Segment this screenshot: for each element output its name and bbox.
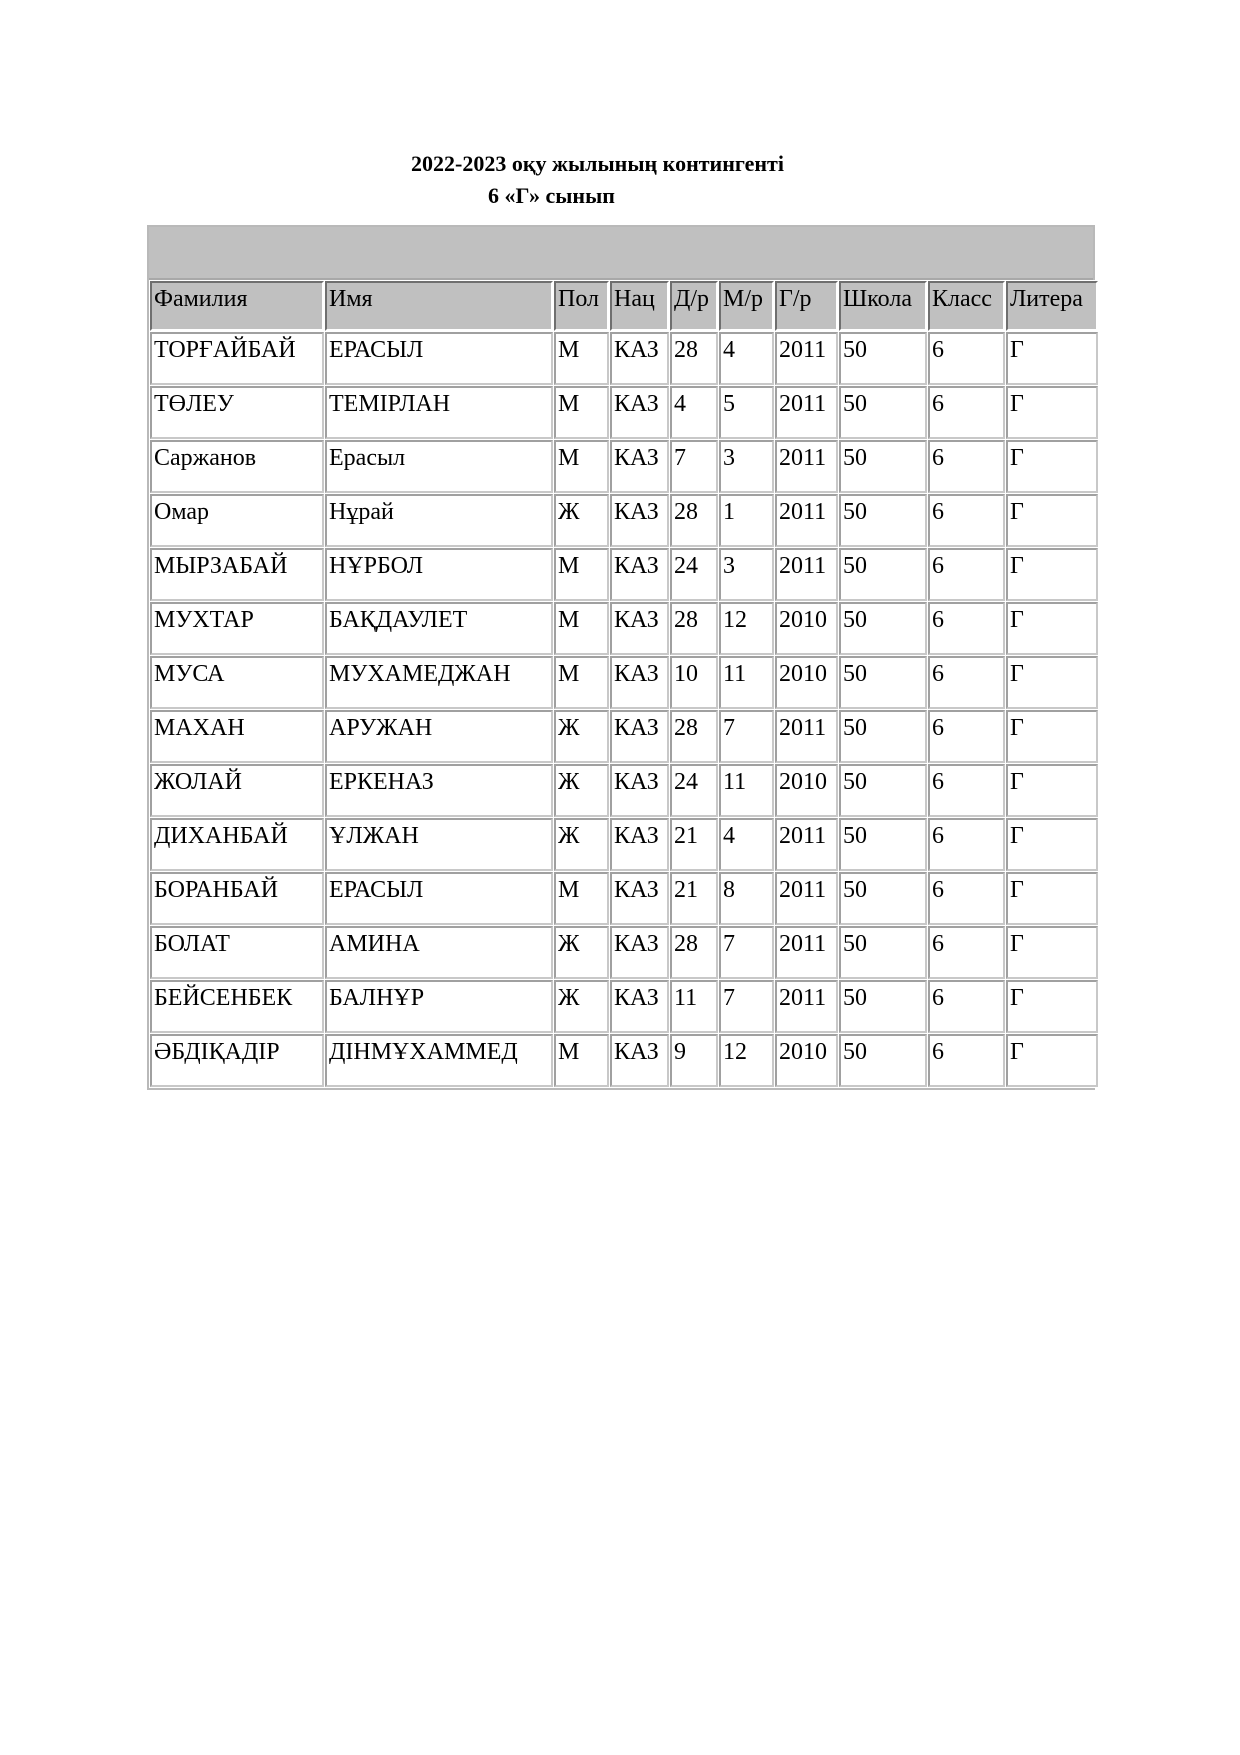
cell-name: АРУЖАН [325,710,553,763]
cell-letter: Г [1006,872,1098,925]
cell-birth-year: 2010 [775,764,838,817]
table-banner [149,227,1093,280]
cell-school: 50 [839,710,927,763]
cell-birth-day: 21 [670,818,718,871]
cell-gender: Ж [554,764,609,817]
cell-birth-year: 2010 [775,602,838,655]
cell-grade: 6 [928,548,1005,601]
cell-school: 50 [839,872,927,925]
cell-nationality: КАЗ [610,656,669,709]
table-row [150,764,1098,817]
cell-school: 50 [839,926,927,979]
cell-grade: 6 [928,494,1005,547]
cell-birth-day: 4 [670,386,718,439]
cell-surname: ЖОЛАЙ [150,764,324,817]
cell-surname: Саржанов [150,440,324,493]
cell-birth-year: 2011 [775,980,838,1033]
cell-surname: ТОРҒАЙБАЙ [150,332,324,385]
title-academic-year: 2022-2023 оқу жылының контингенті [411,151,784,176]
cell-surname: МАХАН [150,710,324,763]
cell-surname: ӘБДІҚАДІР [150,1034,324,1087]
cell-birth-day: 28 [670,332,718,385]
header-birth-month: М/р [719,281,774,331]
cell-birth-month: 7 [719,710,774,763]
cell-nationality: КАЗ [610,818,669,871]
cell-surname: МУСА [150,656,324,709]
cell-gender: М [554,440,609,493]
header-name: Имя [325,281,553,331]
cell-nationality: КАЗ [610,332,669,385]
cell-birth-day: 10 [670,656,718,709]
cell-nationality: КАЗ [610,602,669,655]
roster-grid [149,280,1099,1088]
cell-gender: Ж [554,980,609,1033]
cell-letter: Г [1006,332,1098,385]
header-school: Школа [839,281,927,331]
cell-nationality: КАЗ [610,872,669,925]
header-gender: Пол [554,281,609,331]
cell-gender: Ж [554,818,609,871]
cell-school: 50 [839,1034,927,1087]
cell-nationality: КАЗ [610,440,669,493]
cell-birth-month: 12 [719,1034,774,1087]
cell-grade: 6 [928,980,1005,1033]
cell-name: БАЛНҰР [325,980,553,1033]
cell-birth-day: 28 [670,926,718,979]
cell-name: ДІНМҰХАММЕД [325,1034,553,1087]
table-row [150,548,1098,601]
cell-letter: Г [1006,710,1098,763]
cell-nationality: КАЗ [610,764,669,817]
cell-surname: БОРАНБАЙ [150,872,324,925]
document-title [0,148,1240,212]
cell-birth-year: 2010 [775,656,838,709]
cell-letter: Г [1006,926,1098,979]
cell-nationality: КАЗ [610,980,669,1033]
table-row [150,818,1098,871]
cell-school: 50 [839,818,927,871]
cell-nationality: КАЗ [610,1034,669,1087]
cell-surname: Омар [150,494,324,547]
cell-name: НҰРБОЛ [325,548,553,601]
cell-name: МУХАМЕДЖАН [325,656,553,709]
cell-gender: М [554,602,609,655]
cell-surname: БЕЙСЕНБЕК [150,980,324,1033]
cell-letter: Г [1006,548,1098,601]
cell-birth-day: 11 [670,980,718,1033]
cell-school: 50 [839,332,927,385]
cell-birth-month: 5 [719,386,774,439]
cell-birth-year: 2011 [775,332,838,385]
header-grade: Класс [928,281,1005,331]
table-row [150,710,1098,763]
cell-surname: МЫРЗАБАЙ [150,548,324,601]
cell-nationality: КАЗ [610,710,669,763]
cell-letter: Г [1006,494,1098,547]
cell-birth-month: 4 [719,818,774,871]
cell-nationality: КАЗ [610,548,669,601]
cell-birth-year: 2011 [775,494,838,547]
cell-gender: М [554,332,609,385]
cell-nationality: КАЗ [610,494,669,547]
cell-surname: ДИХАНБАЙ [150,818,324,871]
cell-letter: Г [1006,764,1098,817]
cell-surname: БОЛАТ [150,926,324,979]
cell-birth-year: 2011 [775,548,838,601]
cell-birth-year: 2011 [775,386,838,439]
cell-grade: 6 [928,872,1005,925]
cell-gender: М [554,656,609,709]
cell-letter: Г [1006,818,1098,871]
cell-letter: Г [1006,602,1098,655]
cell-birth-day: 21 [670,872,718,925]
cell-name: ҰЛЖАН [325,818,553,871]
cell-birth-month: 4 [719,332,774,385]
cell-birth-month: 11 [719,764,774,817]
cell-birth-month: 12 [719,602,774,655]
cell-name: Нұрай [325,494,553,547]
table-row [150,602,1098,655]
cell-birth-month: 3 [719,440,774,493]
cell-name: ЕРКЕНАЗ [325,764,553,817]
cell-school: 50 [839,548,927,601]
cell-grade: 6 [928,926,1005,979]
cell-birth-day: 28 [670,710,718,763]
cell-birth-year: 2011 [775,710,838,763]
cell-gender: Ж [554,494,609,547]
cell-birth-month: 11 [719,656,774,709]
header-birth-day: Д/р [670,281,718,331]
cell-birth-year: 2011 [775,872,838,925]
cell-letter: Г [1006,386,1098,439]
cell-gender: М [554,1034,609,1087]
cell-birth-month: 7 [719,980,774,1033]
cell-birth-year: 2011 [775,440,838,493]
cell-name: ТЕМІРЛАН [325,386,553,439]
student-roster-table [147,225,1095,1090]
cell-school: 50 [839,656,927,709]
cell-school: 50 [839,980,927,1033]
table-row [150,1034,1098,1087]
cell-grade: 6 [928,818,1005,871]
cell-birth-day: 9 [670,1034,718,1087]
cell-birth-day: 24 [670,764,718,817]
cell-school: 50 [839,494,927,547]
cell-grade: 6 [928,656,1005,709]
cell-name: АМИНА [325,926,553,979]
cell-grade: 6 [928,440,1005,493]
cell-nationality: КАЗ [610,386,669,439]
header-nationality: Нац [610,281,669,331]
header-surname: Фамилия [150,281,324,331]
cell-gender: М [554,548,609,601]
cell-name: ЕРАСЫЛ [325,872,553,925]
cell-grade: 6 [928,764,1005,817]
header-birth-year: Г/р [775,281,838,331]
cell-gender: Ж [554,710,609,763]
cell-birth-day: 28 [670,602,718,655]
cell-birth-day: 28 [670,494,718,547]
cell-grade: 6 [928,386,1005,439]
cell-letter: Г [1006,656,1098,709]
header-row [150,281,1098,331]
roster-body [150,332,1098,1087]
title-class: 6 «Г» сынып [488,183,615,208]
table-row [150,980,1098,1033]
cell-name: Ерасыл [325,440,553,493]
cell-gender: Ж [554,926,609,979]
cell-school: 50 [839,602,927,655]
cell-birth-year: 2011 [775,818,838,871]
table-row [150,440,1098,493]
cell-birth-month: 1 [719,494,774,547]
cell-birth-year: 2010 [775,1034,838,1087]
cell-grade: 6 [928,710,1005,763]
cell-birth-year: 2011 [775,926,838,979]
cell-birth-day: 24 [670,548,718,601]
cell-grade: 6 [928,602,1005,655]
cell-grade: 6 [928,332,1005,385]
cell-school: 50 [839,386,927,439]
cell-gender: М [554,386,609,439]
table-row [150,926,1098,979]
cell-letter: Г [1006,980,1098,1033]
cell-gender: М [554,872,609,925]
table-row [150,656,1098,709]
header-letter: Литера [1006,281,1098,331]
cell-school: 50 [839,764,927,817]
cell-nationality: КАЗ [610,926,669,979]
table-row [150,332,1098,385]
table-row [150,386,1098,439]
cell-birth-month: 8 [719,872,774,925]
cell-birth-day: 7 [670,440,718,493]
cell-birth-month: 7 [719,926,774,979]
table-row [150,872,1098,925]
cell-letter: Г [1006,440,1098,493]
cell-surname: ТӨЛЕУ [150,386,324,439]
cell-letter: Г [1006,1034,1098,1087]
cell-school: 50 [839,440,927,493]
cell-birth-month: 3 [719,548,774,601]
cell-grade: 6 [928,1034,1005,1087]
cell-name: ЕРАСЫЛ [325,332,553,385]
cell-surname: МУХТАР [150,602,324,655]
cell-name: БАҚДАУЛЕТ [325,602,553,655]
table-row [150,494,1098,547]
